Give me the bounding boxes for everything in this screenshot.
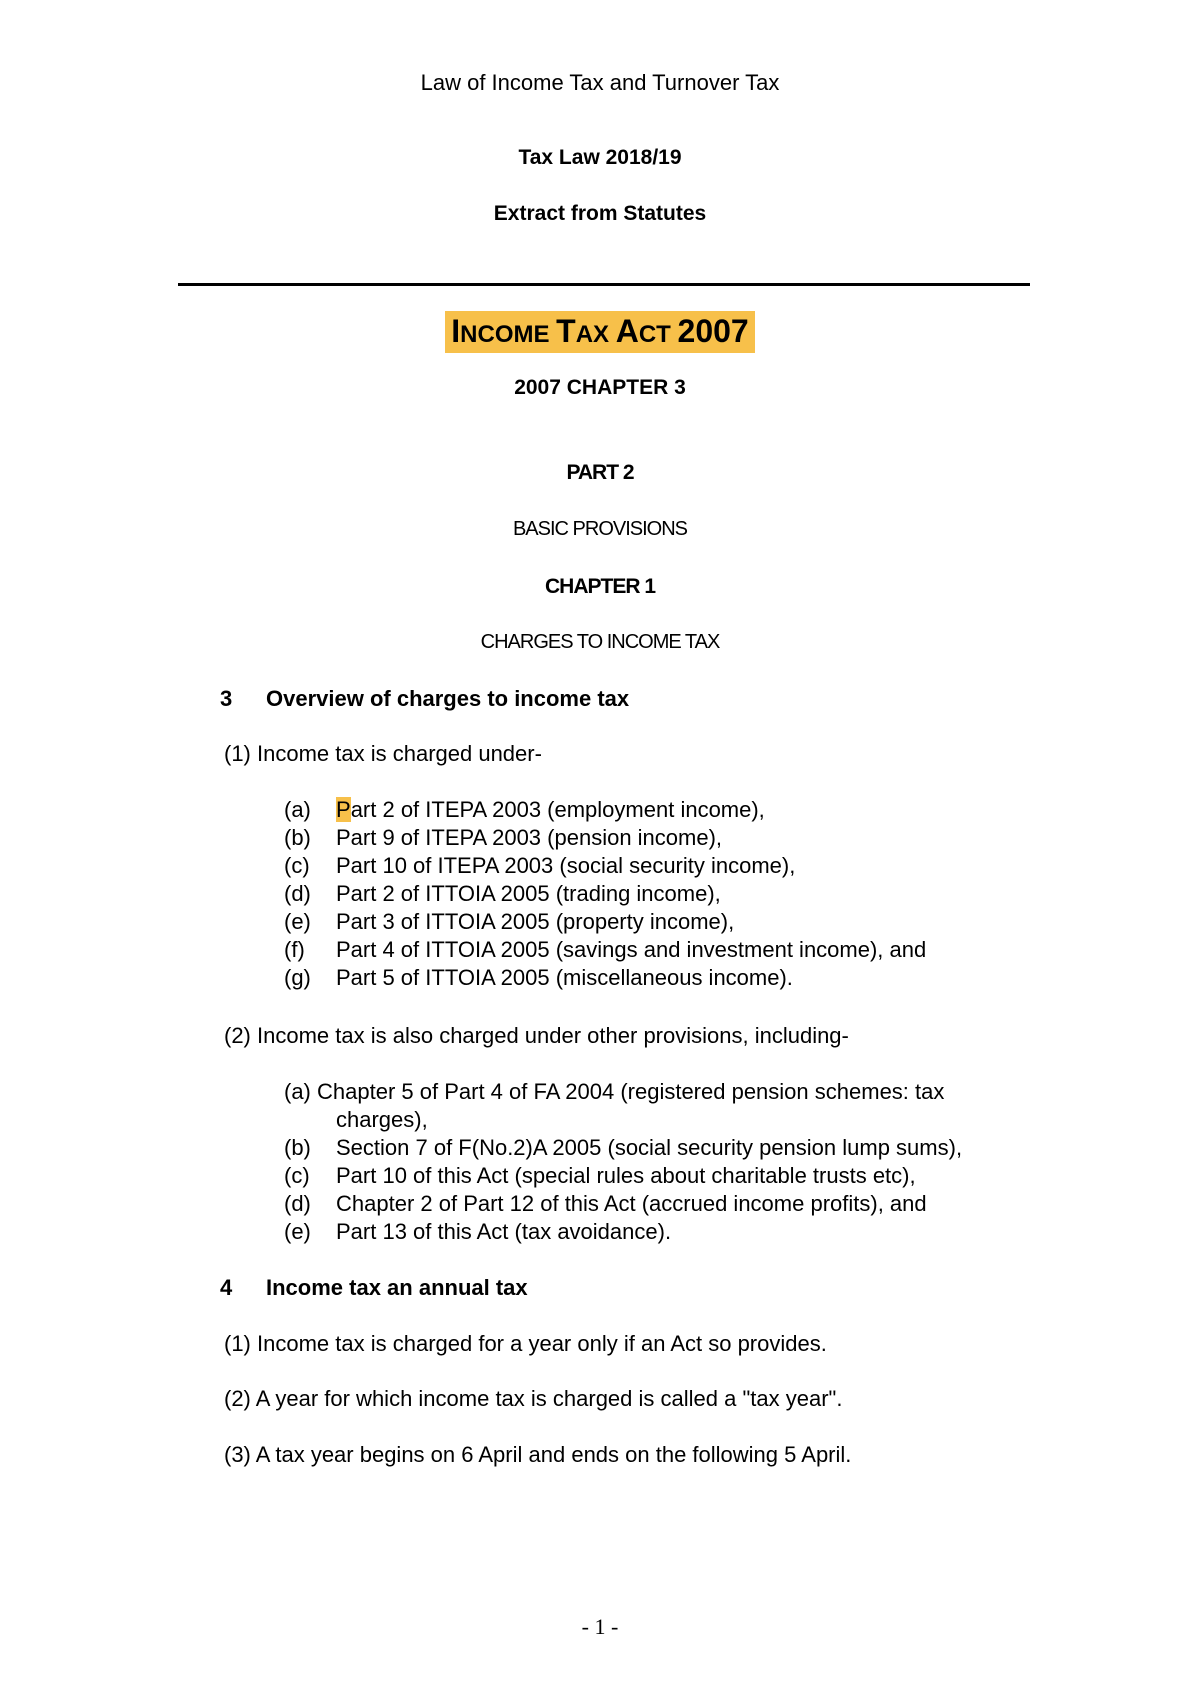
section-title: Income tax an annual tax: [266, 1275, 528, 1300]
list-item: [284, 936, 926, 964]
section-3-list-2: [284, 1078, 962, 1246]
act-title-initial: A: [615, 313, 639, 349]
act-title-smallcaps: CT: [638, 321, 678, 348]
list-item: [284, 1134, 962, 1162]
list-item-text: Part 13 of this Act (tax avoidance).: [336, 1219, 672, 1244]
list-item-text: Part 10 of this Act (special rules about charitable trusts etc),: [336, 1163, 916, 1188]
list-item: [284, 1078, 962, 1106]
section-3-list-1: [284, 796, 926, 992]
list-item: [284, 824, 926, 852]
act-chapter: 2007 CHAPTER 3: [514, 376, 686, 399]
list-item-label: (c): [284, 853, 310, 878]
list-item-label: (b): [284, 1135, 311, 1160]
list-item-text: Chapter 2 of Part 12 of this Act (accrued income profits), and: [336, 1191, 927, 1216]
act-title-initial: I: [451, 313, 461, 349]
section-4-para-1: (1) Income tax is charged for a year only if an Act so provides.: [224, 1331, 827, 1356]
page-number: - 1 -: [581, 1614, 619, 1639]
list-item-text: Part 5 of ITTOIA 2005 (miscellaneous income).: [336, 965, 793, 990]
section-4-para-2: (2) A year for which income tax is charged is called a "tax year".: [224, 1386, 843, 1411]
act-title-year: 2007: [677, 313, 749, 349]
list-item-text: Chapter 5 of Part 4 of FA 2004 (registered pension schemes: tax: [317, 1079, 945, 1104]
act-title-smallcaps: NCOME: [460, 321, 557, 348]
highlight-mark: P: [336, 797, 351, 822]
running-title: Law of Income Tax and Turnover Tax: [420, 70, 780, 95]
list-item-continuation: charges),: [336, 1107, 428, 1132]
act-title: [445, 311, 754, 353]
act-title-initial: T: [556, 313, 576, 349]
document-subtitle-2: Extract from Statutes: [493, 202, 707, 225]
section-number: 3: [220, 686, 233, 711]
list-item: [284, 1190, 962, 1218]
section-3-para-2: (2) Income tax is also charged under other provisions, including-: [224, 1023, 849, 1048]
section-4-heading: [220, 1275, 528, 1301]
section-3-para-1: (1) Income tax is charged under-: [224, 741, 542, 766]
list-item-text: Part 10 of ITEPA 2003 (social security income),: [336, 853, 796, 878]
list-item-label: (b): [284, 825, 311, 850]
act-title-row: [0, 311, 1200, 353]
list-item-label: (a): [284, 797, 311, 822]
list-item-label: (a): [284, 1079, 311, 1104]
chapter-title: CHARGES TO INCOME TAX: [480, 631, 720, 653]
list-item: [284, 908, 926, 936]
list-item: [284, 880, 926, 908]
list-item-text: Part 3 of ITTOIA 2005 (property income),: [336, 909, 735, 934]
list-item-text: Part 4 of ITTOIA 2005 (savings and investment income), and: [336, 937, 927, 962]
list-item-label: (d): [284, 881, 311, 906]
list-item-text: Part 2 of ITTOIA 2005 (trading income),: [336, 881, 721, 906]
list-item-label: (d): [284, 1191, 311, 1216]
list-item-label: (f): [284, 937, 305, 962]
list-item: [284, 852, 926, 880]
chapter-heading: CHAPTER 1: [544, 575, 656, 598]
list-item: [284, 1162, 962, 1190]
list-item-label: (e): [284, 1219, 311, 1244]
section-number: 4: [220, 1275, 233, 1300]
list-item-text-rest: art 2 of ITEPA 2003 (employment income),: [350, 797, 765, 822]
horizontal-divider: [178, 283, 1030, 286]
list-item-text: Section 7 of F(No.2)A 2005 (social security pension lump sums),: [336, 1135, 963, 1160]
list-item-label: (e): [284, 909, 311, 934]
list-item-label: (g): [284, 965, 311, 990]
part-title: BASIC PROVISIONS: [512, 518, 688, 540]
list-item-label: (c): [284, 1163, 310, 1188]
part-heading: PART 2: [566, 461, 634, 484]
list-item: [284, 964, 926, 992]
list-item: [284, 796, 926, 824]
section-3-heading: [220, 686, 629, 712]
act-title-smallcaps: AX: [575, 321, 616, 348]
list-item-text: Part 9 of ITEPA 2003 (pension income),: [336, 825, 723, 850]
document-subtitle: Tax Law 2018/19: [518, 146, 682, 169]
section-title: Overview of charges to income tax: [266, 686, 630, 711]
section-4-para-3: (3) A tax year begins on 6 April and ends on the following 5 April.: [224, 1442, 852, 1467]
list-item: [284, 1218, 962, 1246]
